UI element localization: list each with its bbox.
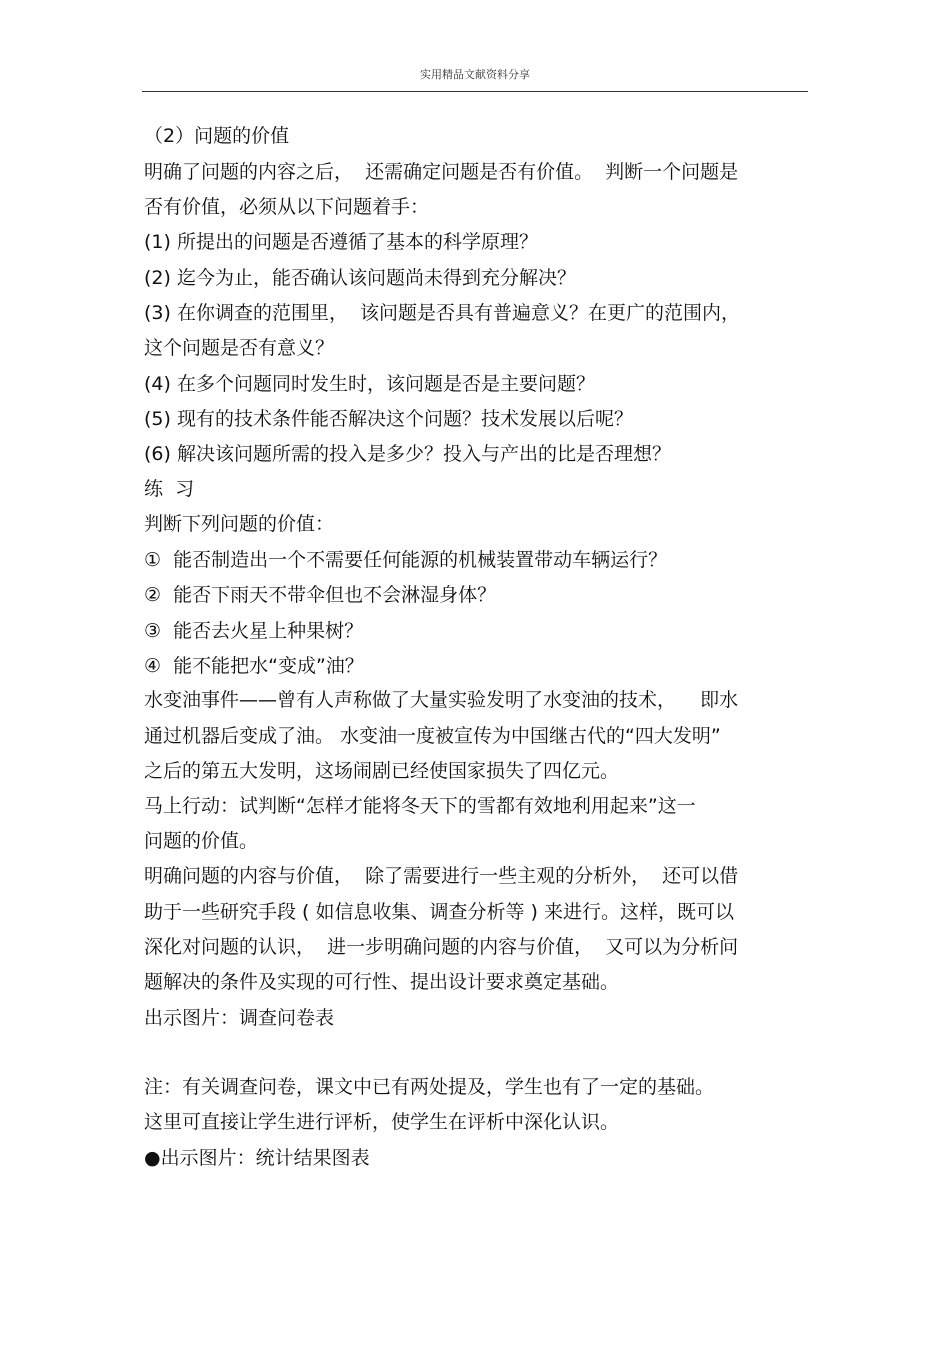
paragraph-line: 深化对问题的认识， 进一步明确问题的内容与价值， 又可以为分析问 (144, 936, 739, 958)
paragraph-line: 判断下列问题的价值： (144, 513, 335, 535)
list-item: (3) 在你调查的范围里， 该问题是否具有普遍意义？在更广的范围内， (144, 302, 741, 324)
paragraph-line: 题解决的条件及实现的可行性、提出设计要求奠定基础。 (144, 971, 620, 993)
list-item: (2) 迄今为止，能否确认该问题尚未得到充分解决？ (144, 267, 576, 289)
paragraph-line: 通过机器后变成了油。 水变油一度被宣传为中国继古代的“四大发明” (144, 725, 721, 747)
paragraph-line: 之后的第五大发明，这场闹剧已经使国家损失了四亿元。 (144, 760, 620, 782)
paragraph-line: 马上行动：试判断“怎样才能将冬天下的雪都有效地利用起来”这一 (144, 795, 696, 817)
paragraph-line: 否有价值，必须从以下问题着手： (144, 196, 430, 218)
paragraph-line: 明确了问题的内容之后， 还需确定问题是否有价值。 判断一个问题是 (144, 161, 739, 183)
paragraph-line: 水变油事件——曾有人声称做了大量实验发明了水变油的技术， 即水 (144, 689, 739, 711)
note-line: 注：有关调查问卷，课文中已有两处提及，学生也有了一定的基础。 (144, 1076, 715, 1098)
bullet-line: ●出示图片：统计结果图表 (144, 1147, 370, 1169)
exercise-item: ③ 能否去火星上种果树？ (144, 620, 364, 642)
exercise-item: ② 能否下雨天不带伞但也不会淋湿身体？ (144, 584, 497, 606)
paragraph-line: 助于一些研究手段 ( 如信息收集、调查分析等 ) 来进行。这样，既可以 (144, 901, 734, 923)
header-divider (142, 91, 808, 92)
exercise-heading: 练 习 (144, 478, 195, 500)
list-item: (1) 所提出的问题是否遵循了基本的科学原理？ (144, 231, 538, 253)
list-item: (4) 在多个问题同时发生时，该问题是否是主要问题？ (144, 373, 595, 395)
list-item: (5) 现有的技术条件能否解决这个问题？技术发展以后呢？ (144, 408, 633, 430)
exercise-item: ① 能否制造出一个不需要任何能源的机械装置带动车辆运行？ (144, 549, 668, 571)
exercise-item: ④ 能不能把水“变成”油？ (144, 655, 364, 677)
section-heading: （2）问题的价值 (144, 125, 290, 147)
note-line: 这里可直接让学生进行评析，使学生在评析中深化认识。 (144, 1111, 620, 1133)
paragraph-line: 明确问题的内容与价值， 除了需要进行一些主观的分析外， 还可以借 (144, 865, 739, 887)
paragraph-line: 出示图片：调查问卷表 (144, 1007, 335, 1029)
list-item-continuation: 这个问题是否有意义？ (144, 337, 335, 359)
page-header: 实用精品文献资料分享 (420, 68, 530, 81)
list-item: (6) 解决该问题所需的投入是多少？投入与产出的比是否理想？ (144, 443, 671, 465)
paragraph-line: 问题的价值。 (144, 830, 259, 852)
